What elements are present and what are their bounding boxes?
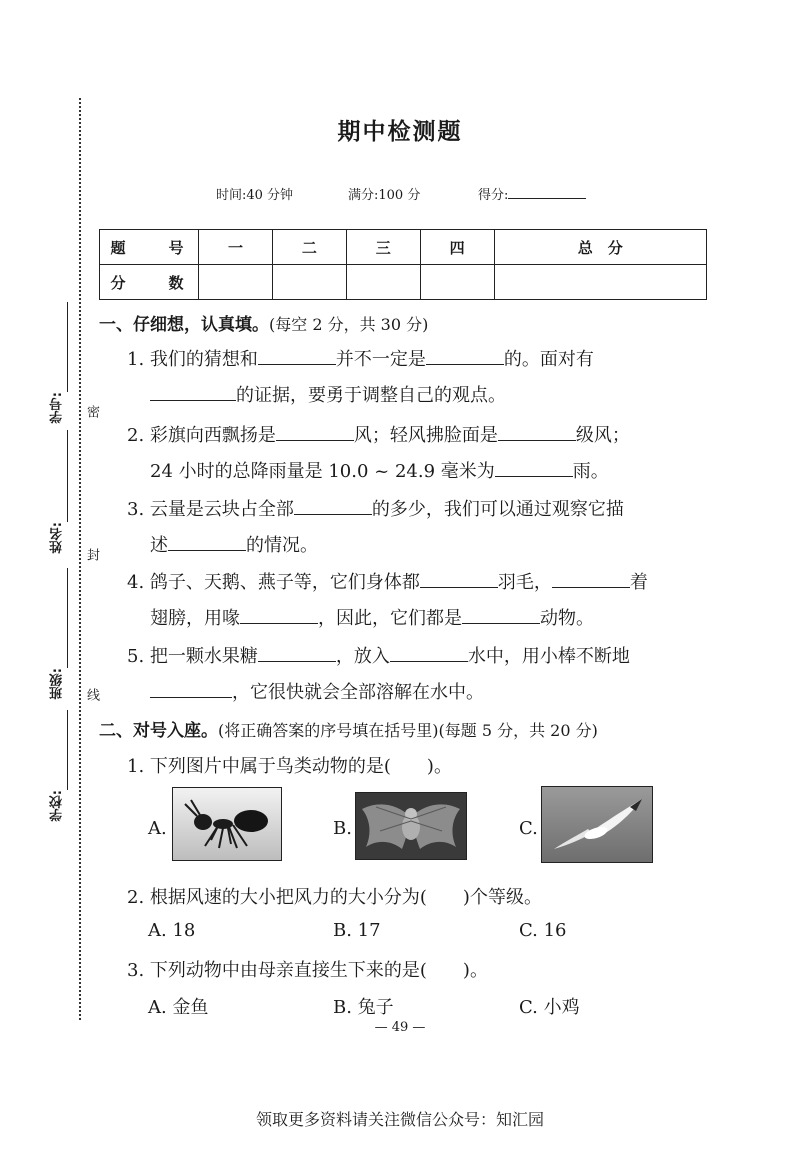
student-no-field[interactable] [67, 302, 68, 392]
answer-blank[interactable] [258, 645, 336, 662]
question-2-line-1: 2. 彩旗向西飘扬是 风；轻风拂脸面是 级风； [127, 425, 630, 446]
answer-blank[interactable] [498, 424, 576, 441]
question-3-line-2: 述 的情况。 [150, 535, 318, 556]
mc-question-3: 3. 下列动物中由母亲直接生下来的是( )。 [127, 960, 488, 981]
mc-option[interactable]: A. 金鱼 [148, 997, 209, 1018]
answer-blank[interactable] [420, 571, 498, 588]
question-4-line-2: 翅膀，用喙 ，因此，它们都是 动物。 [150, 608, 594, 629]
table-row [100, 230, 707, 265]
score-cell[interactable] [494, 265, 706, 300]
binding-dotted-line [79, 98, 81, 1020]
school-label: 学校: [50, 790, 65, 822]
page-title: 期中检测题 [337, 119, 463, 145]
answer-blank[interactable] [276, 424, 354, 441]
seagull-photo-image [542, 787, 652, 862]
cut-mark-line: 线 [84, 688, 99, 701]
student-no-label: 学号: [50, 392, 65, 424]
bat-photo-image [356, 793, 466, 859]
full-score-info: 满分:100 分 [348, 188, 421, 203]
mc-option[interactable]: C. 小鸡 [519, 997, 580, 1018]
answer-blank[interactable] [168, 534, 246, 551]
bat-photo[interactable] [355, 792, 467, 860]
answer-blank[interactable] [240, 607, 318, 624]
question-4-line-1: 4. 鸽子、天鹅、燕子等，它们身体都 羽毛， 着 [127, 572, 648, 593]
footer-notice: 领取更多资料请关注微信公众号：知汇园 [255, 1110, 544, 1129]
table-header-cell: 三 [346, 230, 420, 265]
table-header-cell: 四 [420, 230, 494, 265]
score-cell[interactable] [420, 265, 494, 300]
option-a-label: A. [148, 818, 167, 839]
answer-blank[interactable] [495, 460, 573, 477]
score-table [99, 229, 707, 300]
class-label: 班级: [50, 668, 65, 700]
answer-blank[interactable] [258, 348, 336, 365]
question-5-line-1: 5. 把一颗水果糖 ，放入 水中，用小棒不断地 [127, 646, 630, 667]
section-1-heading: 一、仔细想，认真填。(每空 2 分，共 30 分) [99, 315, 429, 335]
table-header-cell: 二 [272, 230, 346, 265]
question-1-line-1: 1. 我们的猜想和 并不一定是 的。面对有 [127, 349, 594, 370]
answer-blank[interactable] [462, 607, 540, 624]
question-2-line-2: 24 小时的总降雨量是 10.0 ~ 24.9 毫米为 雨。 [150, 461, 609, 482]
score-cell[interactable] [199, 265, 273, 300]
mc-option[interactable]: B. 兔子 [333, 997, 394, 1018]
score-label: 得分: [478, 184, 586, 203]
mc-question-2: 2. 根据风速的大小把风力的大小分为( )个等级。 [127, 887, 542, 908]
table-header-cell: 题 号 [100, 230, 199, 265]
ant-photo[interactable] [172, 787, 282, 861]
name-label: 姓名: [50, 522, 65, 554]
mc-question-1: 1. 下列图片中属于鸟类动物的是( )。 [127, 756, 452, 777]
answer-blank[interactable] [390, 645, 468, 662]
question-1-line-2: 的证据，要勇于调整自己的观点。 [150, 381, 506, 407]
score-cell[interactable] [272, 265, 346, 300]
page-number: — 49 — [374, 1020, 426, 1035]
school-field[interactable] [67, 710, 68, 790]
answer-blank[interactable] [552, 571, 630, 588]
section-2-heading: 二、对号入座。(将正确答案的序号填在括号里)(每题 5 分，共 20 分) [99, 721, 598, 741]
answer-blank[interactable] [294, 498, 372, 515]
ant-photo-image [173, 788, 281, 860]
answer-blank[interactable] [150, 681, 232, 698]
time-info: 时间:40 分钟 [216, 188, 294, 203]
score-field[interactable] [508, 198, 586, 199]
cut-mark-seal: 封 [84, 548, 99, 561]
question-3-line-1: 3. 云量是云块占全部 的多少，我们可以通过观察它描 [127, 499, 624, 520]
table-header-cell: 总 分 [494, 230, 706, 265]
question-5-line-2: ，它很快就会全部溶解在水中。 [150, 678, 484, 704]
mc-option[interactable]: C. 16 [519, 920, 567, 941]
answer-blank[interactable] [150, 384, 236, 401]
score-cell[interactable] [346, 265, 420, 300]
answer-blank[interactable] [426, 348, 504, 365]
table-row-label: 分 数 [100, 265, 199, 300]
seagull-photo[interactable] [541, 786, 653, 863]
option-b-label: B. [333, 818, 352, 839]
mc-option[interactable]: A. 18 [148, 920, 196, 941]
cut-mark-seal: 密 [84, 405, 99, 418]
option-c-label: C. [519, 818, 538, 839]
class-field[interactable] [67, 568, 68, 668]
table-header-cell: 一 [199, 230, 273, 265]
name-field[interactable] [67, 430, 68, 522]
mc-option[interactable]: B. 17 [333, 920, 381, 941]
table-row [100, 265, 707, 300]
